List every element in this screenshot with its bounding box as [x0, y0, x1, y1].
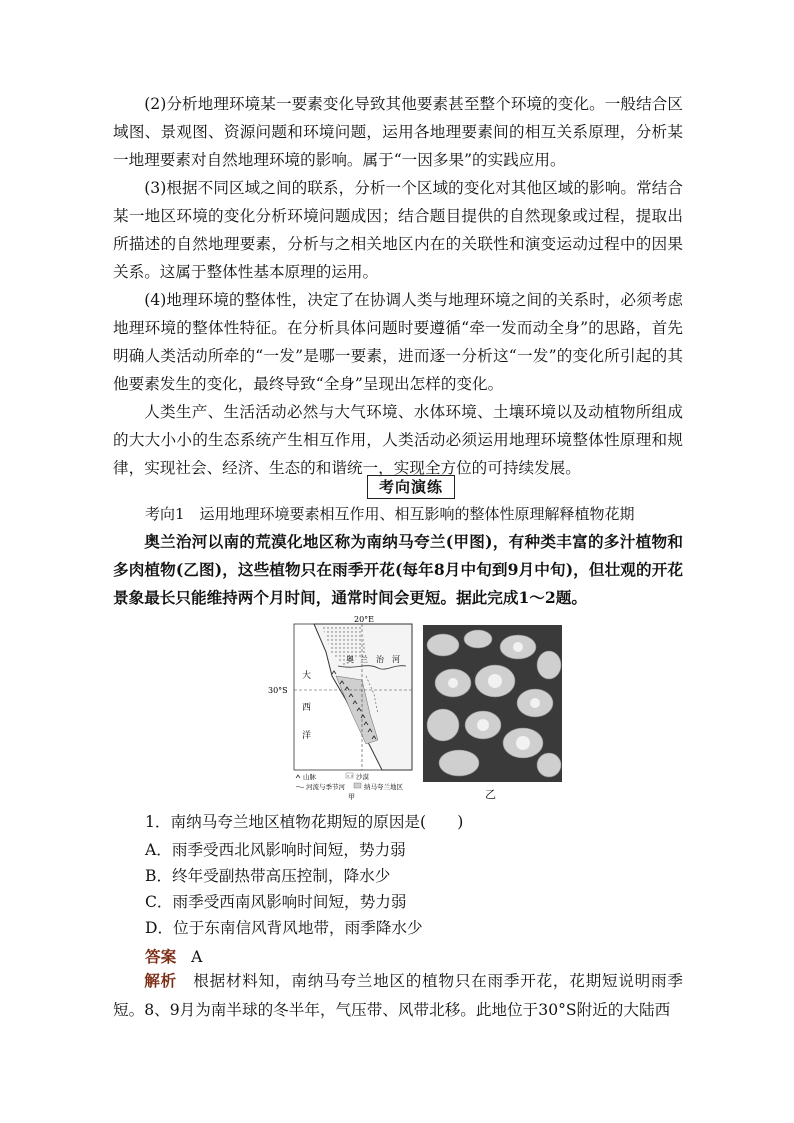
explanation — [113, 966, 683, 1025]
paragraph-2: (2)分析地理环境某一要素变化导致其他要素甚至整个环境的变化。一般结合区域图、景观图、资源问题和环境问题，运用各地理要素间的相互关系原理，分析某一地理要素对自然地理环境的影响。属于“一因多果”的实践应用。 — [113, 95, 683, 169]
option-c: C．雨季受西南风影响时间短，势力弱 — [145, 893, 407, 911]
photo-caption: 乙 — [485, 788, 496, 801]
legend-mountain: 山脉 — [303, 773, 316, 781]
option-b: B．终年受副热带高压控制，降水少 — [145, 867, 391, 885]
succulent-photo — [423, 625, 562, 782]
explanation-label: 解析 — [144, 971, 177, 990]
paragraph-4: (4)地理环境的整体性，决定了在协调人类与地理环境之间的关系时，必须考虑地理环境的整体性特征。在分析具体问题时要遵循“牵一发而动全身”的思路，首先明确人类活动所牵的“一发”是哪一要素，进而逐一分析这“一发”的变化所引起的其他要素发生的变化，最终导致“全身”呈现出怎样的变化。 — [113, 291, 683, 393]
river-char-2: 兰 — [360, 655, 368, 664]
figure — [266, 614, 564, 800]
river-char-3: 治 — [376, 655, 384, 664]
map-jia — [266, 614, 416, 800]
map-caption: 甲 — [348, 793, 355, 800]
answer-label: 答案 — [145, 947, 177, 966]
option-d: D．位于东南信风背风地带，雨季降水少 — [145, 919, 423, 937]
material-text: 奥兰治河以南的荒漠化地区称为南纳马夸兰(甲图)，有种类丰富的多汁植物和多肉植物(乙图)，这些植物只在雨季开花(每年8月中旬到9月中旬)，但壮观的开花景象最长只能维持两个月时间，通常时间会更短。据此完成1～2题。 — [113, 532, 683, 607]
paragraph-3: (3)根据不同区域之间的联系，分析一个区域的变化对其他区域的影响。常结合某一地区环境的变化分析环境问题成因；结合题目提供的自然现象或过程，提取出所描述的自然地理要素，分析与之相关地区内在的关联性和演变运动过程中的因果关系。这属于整体性基本原理的运用。 — [113, 179, 683, 281]
kaoxiang-heading: 考向1 运用地理环境要素相互作用、相互影响的整体性原理解释植物花期 — [145, 505, 635, 523]
ocean-char-2: 西 — [302, 703, 312, 713]
option-a: A．雨季受西北风影响时间短，势力弱 — [145, 841, 406, 859]
section-title: 考向演练 — [367, 475, 455, 499]
river-char-1: 奥 — [346, 655, 354, 664]
lon-label: 20°E — [354, 615, 375, 624]
ocean-char-3: 洋 — [302, 731, 312, 741]
legend-river: 河流与季节河 — [306, 783, 345, 791]
ocean-char-1: 大 — [302, 671, 312, 681]
answer-line — [145, 945, 202, 967]
map-legend — [296, 772, 404, 800]
river-char-4: 河 — [392, 655, 400, 664]
legend-region: 纳马夸兰地区 — [364, 783, 403, 791]
body-text — [113, 90, 683, 482]
lat-label: 30°S — [268, 686, 288, 695]
question-stem: 1．南纳马夸兰地区植物花期短的原因是( ) — [145, 813, 464, 831]
legend-desert: 沙漠 — [356, 773, 369, 781]
explanation-text: 根据材料知，南纳马夸兰地区的植物只在雨季开花，花期短说明雨季短。8、9月为南半球的冬半年，气压带、风带北移。此地位于30°S附近的大陆西 — [113, 972, 683, 1019]
answer-value: A — [191, 948, 203, 966]
paragraph-summary: 人类生产、生活活动必然与大气环境、水体环境、土壤环境以及动植物所组成的大大小小的生态系统产生相互作用，人类活动必须运用地理环境整体性原理和规律，实现社会、经济、生态的和谐统一，实现全方位的可持续发展。 — [113, 403, 683, 477]
